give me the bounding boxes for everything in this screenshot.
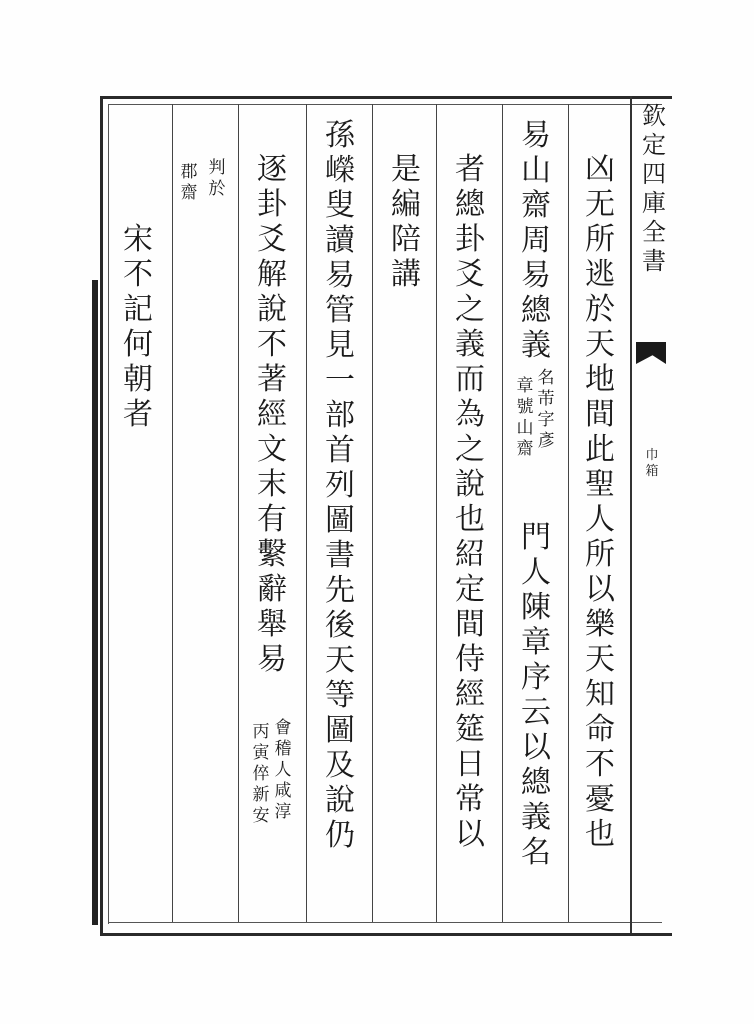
column-rule — [436, 104, 437, 922]
annotation-6-right: 會稽人咸淳 — [274, 718, 292, 822]
annotation-6-left: 丙寅倅新安 — [252, 722, 270, 826]
text-column-4: 是編陪講 — [391, 152, 421, 292]
text-column-5: 孫嶸叟讀易管見一部首列圖書先後天等圖及說仍 — [325, 118, 355, 853]
inner-border-left — [108, 104, 109, 924]
text-column-3: 者總卦爻之義而為之說也紹定間侍經筵日常以 — [455, 152, 485, 852]
annotation-7-right: 判於 — [208, 158, 226, 199]
inner-border-top — [108, 104, 662, 105]
spine-subtitle: 巾箱 — [645, 448, 659, 479]
column-rule — [238, 104, 239, 922]
text-column-8: 宋不記何朝者 — [123, 222, 153, 432]
column-rule — [306, 104, 307, 922]
text-column-6: 逐卦爻解說不著經文末有繫辭舉易 — [257, 152, 287, 677]
inner-border-bottom — [108, 922, 662, 923]
column-rule — [172, 104, 173, 922]
text-column-1: 凶无所逃於天地間此聖人所以樂天知命不憂也 — [585, 152, 615, 852]
binding-edge — [92, 280, 98, 925]
annotation-7-left: 郡齋 — [180, 162, 198, 203]
text-column-2-body: 門人陳章序云以總義名 — [521, 520, 551, 870]
spine-title: 欽定四庫全書 — [642, 102, 666, 275]
text-column-2-title: 易山齋周易總義 — [521, 118, 551, 363]
column-rule — [568, 104, 569, 922]
outer-border-left — [100, 96, 103, 933]
annotation-2-left: 章號山齋 — [516, 376, 534, 459]
column-rule — [372, 104, 373, 922]
annotation-2-right: 名芾字彥 — [537, 368, 555, 451]
column-rule — [502, 104, 503, 922]
